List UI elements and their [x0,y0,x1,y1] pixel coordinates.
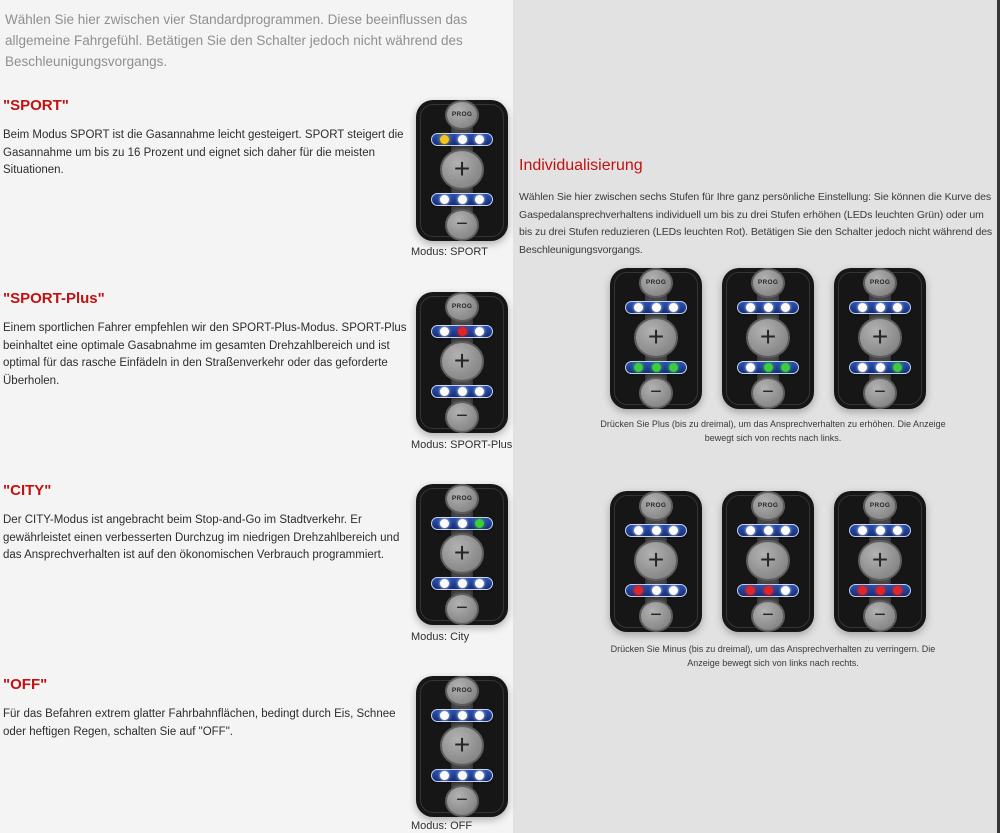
minus-button: − [445,401,479,433]
device-image-city [416,484,508,625]
led-white [458,195,467,204]
led-white [440,195,449,204]
led-white [669,526,678,535]
led-white [475,387,484,396]
device-image-plus-step-2 [722,268,814,409]
prog-button: PROG [751,491,785,521]
led-bar-bottom [737,584,799,598]
led-yellow [440,135,449,144]
device-image-plus-step-3 [834,268,926,409]
led-white [440,579,449,588]
plus-button: + [440,149,484,189]
mode-title-city: "CITY" [3,482,52,499]
led-white [475,711,484,720]
led-white [440,771,449,780]
led-white [458,519,467,528]
led-red [764,586,773,595]
led-bar-bottom [431,193,493,207]
led-bar-top [431,517,493,531]
led-white [440,711,449,720]
led-bar-bottom [625,584,687,598]
prog-button: PROG [639,491,673,521]
led-white [458,387,467,396]
led-white [458,771,467,780]
led-white [858,303,867,312]
led-white [475,195,484,204]
led-white [781,586,790,595]
led-white [458,579,467,588]
led-white [746,363,755,372]
plus-button: + [634,317,678,357]
led-white [652,586,661,595]
led-red [458,327,467,336]
led-bar-bottom [849,361,911,375]
minus-button: − [445,209,479,241]
led-white [475,771,484,780]
plus-button: + [440,341,484,381]
led-white [746,526,755,535]
mode-description-sport: Beim Modus SPORT ist die Gasannahme leicht gesteigert. SPORT steigert die Gasannahme um bis zu 16 Prozent und eignet sich daher für die meisten Situationen. [3,129,404,176]
led-bar-bottom [431,769,493,783]
plus-button: + [858,540,902,580]
mode-description-city: Der CITY-Modus ist angebracht beim Stop-and-Go im Stadtverkehr. Er gewährleistet einen verbesserten Durchzug im niedrigen Drehzahlbereich und das Ansprechverhalten ist auf den ökonomischen Verbrauch programmiert. [3,514,400,561]
led-white [440,519,449,528]
led-white [876,303,885,312]
mode-title-off: "OFF" [3,676,48,693]
prog-button: PROG [863,268,897,298]
led-white [475,135,484,144]
device-image-minus-step-3 [834,491,926,632]
plus-button: + [440,725,484,765]
plus-button: + [858,317,902,357]
minus-button: − [639,600,673,632]
mode-caption-city: Modus: City [411,631,470,643]
led-white [440,327,449,336]
led-green [475,519,484,528]
led-white [781,303,790,312]
led-white [475,579,484,588]
prog-button: PROG [445,484,479,514]
minus-button: − [863,377,897,409]
minus-button: − [445,785,479,817]
minus-button: − [863,600,897,632]
led-bar-top [431,325,493,339]
led-red [876,586,885,595]
mode-caption-off: Modus: OFF [411,820,473,832]
led-green [764,363,773,372]
mode-description-off: Für das Befahren extrem glatter Fahrbahnflächen, bedingt durch Eis, Schnee oder heftigen Regen, schalten Sie auf "OFF". [3,708,396,738]
device-image-plus-step-1 [610,268,702,409]
mode-caption-sport: Modus: SPORT [411,246,488,258]
led-white [858,363,867,372]
led-bar-top [431,709,493,723]
led-bar-top [625,524,687,538]
mode-caption-sport-plus: Modus: SPORT-Plus [411,439,513,451]
led-white [475,327,484,336]
minus-button: − [639,377,673,409]
led-white [652,303,661,312]
led-bar-top [737,524,799,538]
prog-button: PROG [751,268,785,298]
mode-title-sport: "SPORT" [3,97,69,114]
led-bar-bottom [431,577,493,591]
led-red [858,586,867,595]
device-image-minus-step-2 [722,491,814,632]
led-bar-top [431,133,493,147]
led-red [746,586,755,595]
led-white [858,526,867,535]
prog-button: PROG [863,491,897,521]
individualization-description: Wählen Sie hier zwischen sechs Stufen für Ihre ganz persönliche Einstellung: Sie können die Kurve des Gaspedalansprechverhaltens individuell um bis zu drei Stufen erhöhen (LEDs leuchten Grün) oder um bis zu drei Stufen reduzieren (LEDs leuchten Rot). Betätigen Sie den Schalter jedoch nicht während des Beschleunigungsvorgangs. [519,191,993,256]
led-white [893,526,902,535]
led-bar-top [849,524,911,538]
led-white [458,135,467,144]
device-image-off [416,676,508,817]
led-white [781,526,790,535]
mode-title-sport-plus: "SPORT-Plus" [3,290,105,307]
led-white [746,303,755,312]
minus-button: − [445,593,479,625]
prog-button: PROG [445,676,479,706]
led-white [764,303,773,312]
led-white [634,526,643,535]
mode-description-sport-plus: Einem sportlichen Fahrer empfehlen wir den SPORT-Plus-Modus. SPORT-Plus beinhaltet eine optimale Gasabnahme im gesamten Drehzahlbereich und ist optimal für das rasche Einfädeln in den Straßenverkehr oder das geforderte Überholen. [3,322,407,387]
led-white [876,363,885,372]
led-white [440,387,449,396]
prog-button: PROG [639,268,673,298]
minus-button: − [751,377,785,409]
plus-button: + [746,317,790,357]
led-white [652,526,661,535]
plus-button: + [440,533,484,573]
led-bar-top [625,301,687,315]
led-bar-bottom [849,584,911,598]
led-bar-top [849,301,911,315]
led-white [669,303,678,312]
led-green [652,363,661,372]
minus-button: − [751,600,785,632]
led-white [458,711,467,720]
device-image-sport [416,100,508,241]
intro-text: Wählen Sie hier zwischen vier Standardprogrammen. Diese beeinflussen das allgemeine Fahrgefühl. Betätigen Sie den Schalter jedoch nicht während des Beschleunigungsvorgangs. [5,12,468,69]
led-bar-bottom [431,385,493,399]
led-white [669,586,678,595]
led-green [669,363,678,372]
led-green [634,363,643,372]
individualization-title: Individualisierung [519,157,643,174]
led-green [781,363,790,372]
prog-button: PROG [445,292,479,322]
plus-button: + [634,540,678,580]
led-white [634,303,643,312]
led-white [876,526,885,535]
led-white [893,303,902,312]
led-red [634,586,643,595]
led-green [893,363,902,372]
plus-button: + [746,540,790,580]
prog-button: PROG [445,100,479,130]
led-bar-bottom [625,361,687,375]
led-bar-bottom [737,361,799,375]
minus-row-caption: Drücken Sie Minus (bis zu dreimal), um das Ansprechverhalten zu verringern. Die Anzeige bewegt sich von links nach rechts. [610,644,936,668]
plus-row-caption: Drücken Sie Plus (bis zu dreimal), um das Ansprechverhalten zu erhöhen. Die Anzeige bewegt sich von rechts nach links. [600,419,946,443]
led-red [893,586,902,595]
device-image-sport-plus [416,292,508,433]
device-image-minus-step-1 [610,491,702,632]
led-white [764,526,773,535]
led-bar-top [737,301,799,315]
